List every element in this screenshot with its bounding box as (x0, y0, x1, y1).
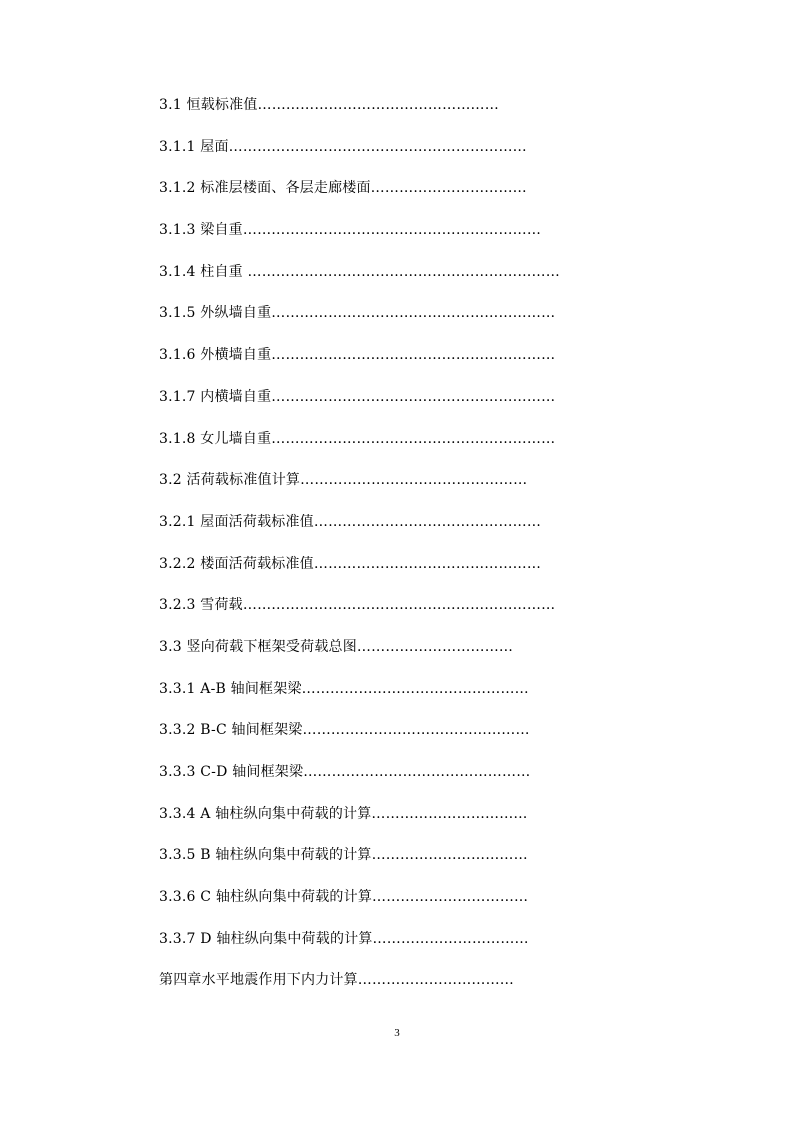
toc-entry-3-2-3[interactable]: 3.2.3 雪荷载………………………………………………………… (159, 597, 556, 614)
toc-entry-3-3[interactable]: 3.3 竖向荷载下框架受荷载总图…………………………… (159, 638, 514, 655)
toc-entry-3-3-2[interactable]: 3.3.2 B-C 轴间框架梁………………………………………… (159, 722, 530, 739)
toc-entry-3-1-6[interactable]: 3.1.6 外横墙自重…………………………………………………… (159, 347, 556, 364)
toc-entry-3-3-3[interactable]: 3.3.3 C-D 轴间框架梁………………………………………… (159, 764, 531, 780)
toc-entry-chapter-4[interactable]: 第四章水平地震作用下内力计算…………………………… (159, 972, 514, 989)
toc-entry-3-3-5[interactable]: 3.3.5 B 轴柱纵向集中荷载的计算…………………………… (159, 847, 528, 864)
toc-entry-3-1[interactable]: 3.1 恒载标准值…………………………………………… (159, 97, 499, 113)
toc-entry-3-1-5[interactable]: 3.1.5 外纵墙自重…………………………………………………… (159, 305, 556, 322)
toc-entry-3-3-7[interactable]: 3.3.7 D 轴柱纵向集中荷载的计算…………………………… (159, 930, 529, 947)
table-of-contents (159, 95, 560, 1012)
toc-entry-3-2-2[interactable]: 3.2.2 楼面活荷载标准值………………………………………… (159, 555, 542, 572)
toc-entry-3-3-1[interactable]: 3.3.1 A-B 轴间框架梁………………………………………… (159, 680, 529, 697)
toc-entry-3-1-2[interactable]: 3.1.2 标准层楼面、各层走廊楼面…………………………… (159, 180, 527, 197)
toc-entry-3-2[interactable]: 3.2 活荷载标准值计算………………………………………… (159, 472, 528, 489)
toc-entry-3-1-3[interactable]: 3.1.3 梁自重……………………………………………………… (159, 222, 542, 239)
toc-entry-3-3-4[interactable]: 3.3.4 A 轴柱纵向集中荷载的计算…………………………… (159, 805, 528, 822)
toc-entry-3-1-7[interactable]: 3.1.7 内横墙自重…………………………………………………… (159, 388, 556, 405)
toc-entry-3-1-8[interactable]: 3.1.8 女儿墙自重…………………………………………………… (159, 430, 556, 447)
toc-entry-3-1-1[interactable]: 3.1.1 屋面……………………………………………………… (159, 138, 527, 155)
toc-entry-3-1-4[interactable]: 3.1.4 柱自重 ………………………………………………………… (159, 263, 560, 280)
toc-entry-3-2-1[interactable]: 3.2.1 屋面活荷载标准值………………………………………… (159, 513, 542, 530)
toc-entry-3-3-6[interactable]: 3.3.6 C 轴柱纵向集中荷载的计算…………………………… (159, 889, 529, 906)
page-number: 3 (394, 1027, 400, 1039)
